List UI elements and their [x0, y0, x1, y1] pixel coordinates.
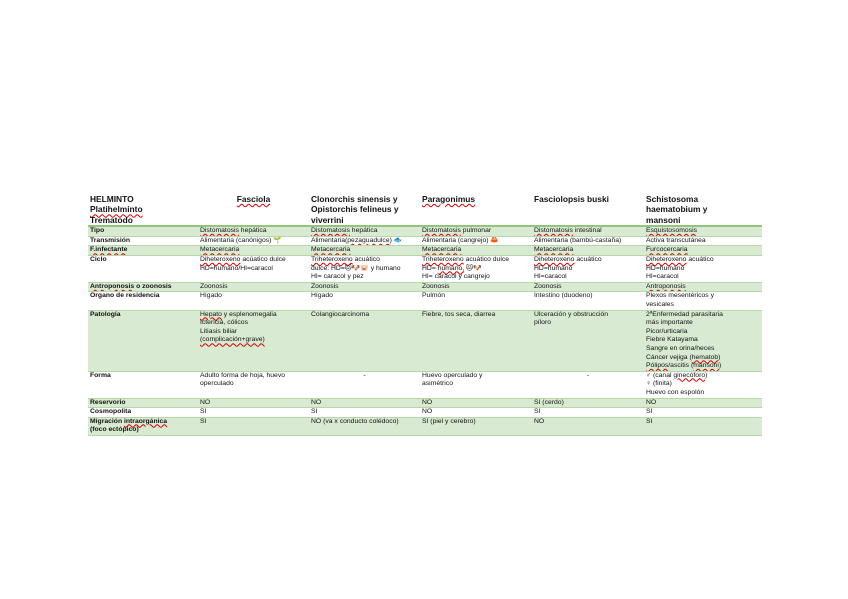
cell-line: NO — [200, 398, 211, 406]
cell-fasciolopsis — [532, 398, 644, 408]
cell-line: (complicación+grave) — [200, 336, 265, 344]
cell-line: píloro — [534, 319, 552, 327]
cell-paragonimus — [420, 371, 532, 398]
table-row — [88, 292, 762, 310]
cell-line: HD=humano — [534, 264, 573, 272]
row-label — [88, 282, 198, 292]
cell-line: SI — [646, 417, 653, 425]
cell-line: Alimentaria(pezaguadulce) 🐟 — [311, 236, 403, 244]
cell-schistosoma — [644, 371, 762, 398]
cell-fasciolopsis — [532, 256, 644, 283]
row-label — [88, 226, 198, 236]
cell-line: Metacercaria — [200, 246, 240, 254]
cell-fasciola — [198, 292, 309, 310]
cell-fasciolopsis — [532, 408, 644, 418]
row-label — [88, 236, 198, 246]
cell-paragonimus — [420, 256, 532, 283]
cell-line: ♀ (finita) — [646, 380, 672, 388]
cell-fasciolopsis — [532, 310, 644, 371]
cell-fasciola — [198, 417, 309, 435]
row-label-line: Tipo — [90, 227, 105, 235]
cell-line: Hígado — [311, 292, 333, 300]
cell-line: operculado — [200, 380, 234, 388]
cell-line: Fiebre, tos seca, diarrea — [422, 310, 496, 318]
header-line: Fasciola — [236, 194, 271, 204]
cell-line: Esquistosomosis — [646, 227, 697, 235]
cell-schistosoma — [644, 236, 762, 246]
cell-line: Intestino (duodeno) — [534, 292, 593, 300]
header-schistosoma — [644, 194, 762, 226]
cell-paragonimus — [420, 236, 532, 246]
header-line: viverrini — [311, 214, 344, 225]
row-label-line: Ciclo — [90, 256, 107, 263]
cell-line: HI= caracol y pez — [311, 273, 364, 281]
cell-fasciolopsis — [532, 226, 644, 236]
cell-line: Distomatosis pulmonar — [422, 227, 492, 235]
header-corner-line: Platihelminto — [90, 204, 143, 215]
cell-fasciolopsis — [532, 282, 644, 292]
cell-line: 2ªEnfermedad parasitaria — [646, 310, 723, 318]
row-label — [88, 246, 198, 256]
table-row — [88, 417, 762, 435]
table-row — [88, 398, 762, 408]
row-label — [88, 371, 198, 398]
table-row — [88, 226, 762, 236]
table-row — [88, 236, 762, 246]
table-row — [88, 408, 762, 418]
cell-line: - — [586, 371, 590, 379]
cell-clonorchis — [309, 292, 420, 310]
cell-paragonimus — [420, 292, 532, 310]
cell-clonorchis — [309, 371, 420, 398]
cell-line: NO — [534, 417, 545, 425]
cell-line: Diheteroxeno acuático — [646, 256, 714, 263]
cell-line: Diheteroxeno acuático — [534, 256, 602, 263]
cell-line: SI — [200, 408, 207, 416]
cell-line: HD= humano, 🐱🐶 — [422, 264, 482, 272]
row-label-line: Migración intraorgánica — [90, 417, 168, 425]
table-header-row — [88, 194, 762, 226]
header-line: Opistorchis felineus y — [311, 204, 399, 215]
row-label-line: Transmisión — [90, 236, 131, 244]
cell-line: Huevo con espolón — [646, 388, 705, 396]
cell-line: Hepato y esplenomegalia — [200, 310, 277, 318]
row-label — [88, 292, 198, 310]
cell-line: Ulceración y obstrucción — [534, 310, 609, 318]
cell-line: Ictericia, cólicos — [200, 319, 248, 327]
cell-fasciola — [198, 246, 309, 256]
cell-line: NO — [311, 398, 322, 406]
row-label — [88, 310, 198, 371]
cell-line: Plexos mesentéricos y — [646, 292, 714, 300]
cell-clonorchis — [309, 256, 420, 283]
header-line: Clonorchis sinensis y — [311, 194, 398, 204]
cell-fasciola — [198, 371, 309, 398]
cell-clonorchis — [309, 246, 420, 256]
cell-line: NO (va x conducto colédoco) — [311, 417, 399, 425]
cell-line: ♂ (canal ginecóforo) — [646, 371, 708, 379]
cell-line: SI — [646, 408, 653, 416]
cell-line: Picor/urticaria — [646, 327, 688, 335]
header-corner-line: HELMINTO — [90, 194, 134, 204]
cell-clonorchis — [309, 408, 420, 418]
cell-line: Cáncer vejiga (hematob) — [646, 353, 721, 361]
cell-clonorchis — [309, 282, 420, 292]
table-row — [88, 371, 762, 398]
cell-line: HD=humano — [646, 264, 685, 272]
cell-line: Distomatosis hepática — [311, 227, 378, 235]
cell-paragonimus — [420, 408, 532, 418]
row-label-line: Forma — [90, 371, 111, 379]
header-line: haematobium y — [646, 204, 708, 215]
header-corner-line: Trematodo — [90, 214, 133, 225]
header-paragonimus — [420, 194, 532, 226]
cell-line: Adulto forma de hoja, huevo — [200, 371, 286, 379]
row-label — [88, 417, 198, 435]
cell-line: Diheteroxeno acúatico dulce — [200, 256, 286, 263]
cell-schistosoma — [644, 310, 762, 371]
row-label — [88, 398, 198, 408]
cell-fasciola — [198, 398, 309, 408]
cell-clonorchis — [309, 417, 420, 435]
table-row — [88, 310, 762, 371]
row-label-line: Órgano de residencia — [90, 292, 160, 300]
cell-paragonimus — [420, 310, 532, 371]
cell-fasciolopsis — [532, 417, 644, 435]
cell-clonorchis — [309, 310, 420, 371]
cell-line: Zoonosis — [311, 282, 339, 290]
cell-line: HI=caracol — [534, 273, 567, 281]
row-label — [88, 408, 198, 418]
cell-line: SI — [311, 408, 318, 416]
row-label-line: Antroponosis o zoonosis — [90, 282, 172, 290]
cell-line: Zoonosis — [534, 282, 562, 290]
cell-schistosoma — [644, 398, 762, 408]
cell-fasciola — [198, 226, 309, 236]
cell-line: Activa transcutánea — [646, 236, 706, 244]
header-line: mansoni — [646, 214, 681, 225]
header-line: Paragonimus — [422, 194, 476, 204]
cell-paragonimus — [420, 282, 532, 292]
cell-line: HD=humano/HI=caracol — [200, 264, 273, 272]
row-label-line: F.infectante — [90, 246, 128, 254]
cell-line: Alimentaria (canónigos) 🌱 — [200, 236, 282, 244]
cell-line: Zoonosis — [200, 282, 228, 290]
cell-fasciolopsis — [532, 236, 644, 246]
cell-schistosoma — [644, 417, 762, 435]
cell-line: NO — [646, 398, 657, 406]
table-body — [88, 226, 762, 435]
cell-fasciola — [198, 282, 309, 292]
cell-line: Distomatosis hepática — [200, 227, 267, 235]
row-label-line: (foco ectópico) — [90, 426, 139, 434]
cell-line: Distomatosis intestinal — [534, 227, 602, 235]
header-line: Fasciolopsis buski — [534, 194, 609, 204]
cell-line: Colangiocarcinoma — [311, 310, 370, 318]
cell-line: Triheteroxeno acuático dulce — [422, 256, 510, 263]
cell-fasciolopsis — [532, 292, 644, 310]
cell-line: Antroponosis — [646, 282, 686, 290]
table-row — [88, 246, 762, 256]
cell-line: asimétrico — [422, 380, 453, 388]
row-label-line: Reservorio — [90, 398, 126, 406]
table-row — [88, 282, 762, 292]
cell-line: Pólipos/ascitis (mansoni) — [646, 362, 722, 370]
cell-clonorchis — [309, 398, 420, 408]
header-fasciolopsis — [532, 194, 644, 226]
cell-line: Alimentaria (cangrejo) 🦀 — [422, 236, 499, 244]
header-corner-cell — [88, 194, 198, 226]
cell-line: dulce: HD=🐱🐶🐷 y humano — [311, 264, 401, 272]
header-clonorchis — [309, 194, 420, 226]
cell-line: Triheteroxeno acuático — [311, 256, 380, 263]
cell-fasciolopsis — [532, 246, 644, 256]
cell-line: Furcocercaria — [646, 246, 688, 254]
cell-fasciola — [198, 408, 309, 418]
cell-schistosoma — [644, 256, 762, 283]
cell-line: Metacercaria — [534, 246, 574, 254]
cell-schistosoma — [644, 292, 762, 310]
cell-line: HI= caracol y cangrejo — [422, 273, 490, 281]
cell-line: HI=caracol — [646, 273, 679, 281]
cell-paragonimus — [420, 398, 532, 408]
cell-line: Fiebre Katayama — [646, 336, 698, 344]
cell-fasciola — [198, 256, 309, 283]
cell-schistosoma — [644, 226, 762, 236]
cell-line: Sangre en orina/heces — [646, 344, 715, 352]
cell-line: Hígado — [200, 292, 222, 300]
cell-line: NO — [422, 398, 433, 406]
cell-line: SI (cerdo) — [534, 398, 564, 406]
cell-line: Litiasis biliar — [200, 327, 238, 335]
cell-line: Metacercaria — [422, 246, 462, 254]
cell-line: SI — [534, 408, 541, 416]
cell-line: Pulmón — [422, 292, 446, 300]
helminth-comparison-table — [88, 194, 762, 436]
row-label-line: Cosmopolita — [90, 408, 132, 416]
cell-fasciola — [198, 236, 309, 246]
cell-line: Metacercaria — [311, 246, 351, 254]
cell-line: SI (piel y cerebro) — [422, 417, 476, 425]
cell-line: Huevo operculado y — [422, 371, 483, 379]
cell-line: NO — [422, 408, 433, 416]
cell-schistosoma — [644, 246, 762, 256]
cell-clonorchis — [309, 226, 420, 236]
row-label-line: Patología — [90, 310, 121, 318]
cell-paragonimus — [420, 417, 532, 435]
cell-schistosoma — [644, 282, 762, 292]
cell-clonorchis — [309, 236, 420, 246]
cell-schistosoma — [644, 408, 762, 418]
cell-line: Zoonosis — [422, 282, 450, 290]
table-row — [88, 256, 762, 283]
cell-paragonimus — [420, 226, 532, 236]
cell-fasciolopsis — [532, 371, 644, 398]
cell-fasciola — [198, 310, 309, 371]
cell-line: más importante — [646, 319, 693, 327]
cell-line: Alimentaria (bambú-castaña) — [534, 236, 622, 244]
header-fasciola — [198, 194, 309, 226]
cell-paragonimus — [420, 246, 532, 256]
cell-line: - — [363, 371, 366, 379]
header-line: Schistosoma — [646, 194, 699, 204]
row-label — [88, 256, 198, 283]
cell-line: vesicales — [646, 300, 674, 308]
cell-line: SI — [200, 417, 207, 425]
